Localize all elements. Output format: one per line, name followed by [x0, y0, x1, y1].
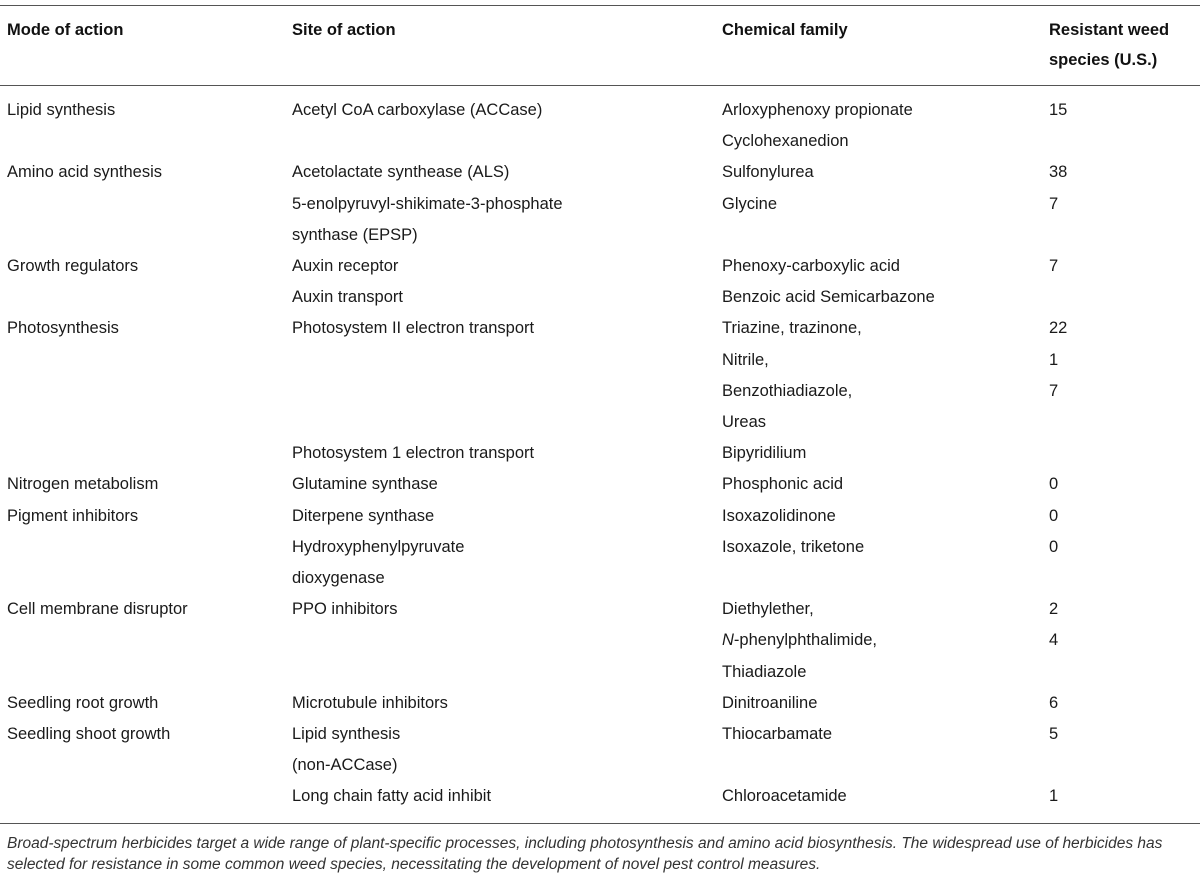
cell-mode: Cell membrane disruptor — [7, 600, 188, 618]
cell-mode: Seedling shoot growth — [7, 725, 171, 743]
table-caption: Broad-spectrum herbicides target a wide range of plant-specific processes, including photosynthesis and amino acid biosynthesis. The widespread use of herbicides has selected for resistance in some common weed species, necessitating the development of novel pest control measures. — [7, 835, 1163, 873]
cell-family: Phenoxy-carboxylic acid — [722, 257, 900, 275]
cell-resistant-count: 1 — [1049, 787, 1059, 805]
cell-family: Chloroacetamide — [722, 787, 847, 805]
cell-resistant-count: 22 — [1049, 319, 1068, 337]
cell-site: Auxin receptor — [292, 257, 399, 275]
cell-family: Triazine, trazinone, — [722, 319, 862, 337]
cell-site: synthase (EPSP) — [292, 226, 418, 244]
cell-mode: Amino acid synthesis — [7, 163, 162, 181]
cell-resistant-count: 6 — [1049, 694, 1059, 712]
cell-site: Lipid synthesis — [292, 725, 401, 743]
cell-site: Long chain fatty acid inhibit — [292, 787, 492, 805]
cell-resistant-count: 5 — [1049, 725, 1059, 743]
cell-mode: Pigment inhibitors — [7, 507, 139, 525]
cell-site: 5-enolpyruvyl-shikimate-3-phosphate — [292, 195, 563, 213]
cell-resistant-count: 4 — [1049, 631, 1059, 649]
cell-family: Ureas — [722, 413, 767, 431]
cell-site: Acetolactate synthease (ALS) — [292, 163, 510, 181]
table-bottom-rule — [0, 823, 1200, 824]
cell-family: Thiadiazole — [722, 663, 807, 681]
cell-site: Glutamine synthase — [292, 475, 438, 493]
cell-resistant-count: 38 — [1049, 163, 1068, 181]
cell-family: Sulfonylurea — [722, 163, 814, 181]
header-mode-of-action: Mode of action — [7, 21, 124, 39]
cell-site: Photosystem II electron transport — [292, 319, 535, 337]
cell-family: Dinitroaniline — [722, 694, 818, 712]
cell-resistant-count: 2 — [1049, 600, 1059, 618]
cell-family: Cyclohexanedion — [722, 132, 849, 150]
header-resistant-weed-line1: Resistant weed — [1049, 21, 1170, 39]
cell-family: Diethylether, — [722, 600, 814, 618]
cell-family: Nitrile, — [722, 351, 769, 369]
header-resistant-weed-line2: species (U.S.) — [1049, 51, 1158, 69]
header-chemical-family: Chemical family — [722, 21, 848, 39]
cell-resistant-count: 15 — [1049, 101, 1068, 119]
header-site-of-action: Site of action — [292, 21, 396, 39]
cell-site: Diterpene synthase — [292, 507, 435, 525]
cell-resistant-count: 7 — [1049, 382, 1059, 400]
cell-mode: Growth regulators — [7, 257, 139, 275]
cell-mode: Nitrogen metabolism — [7, 475, 159, 493]
cell-resistant-count: 7 — [1049, 257, 1059, 275]
cell-mode: Seedling root growth — [7, 694, 159, 712]
cell-family: Isoxazolidinone — [722, 507, 836, 525]
cell-site: (non-ACCase) — [292, 756, 398, 774]
cell-family-text: -phenylphthalimide, — [733, 631, 878, 649]
cell-family: Phosphonic acid — [722, 475, 844, 493]
cell-family: Glycine — [722, 195, 778, 213]
cell-family: Benzoic acid Semicarbazone — [722, 288, 935, 306]
cell-resistant-count: 1 — [1049, 351, 1059, 369]
cell-family — [722, 630, 877, 650]
table-top-rule — [0, 5, 1200, 6]
cell-resistant-count: 0 — [1049, 507, 1059, 525]
cell-site: PPO inhibitors — [292, 600, 398, 618]
cell-site: Acetyl CoA carboxylase (ACCase) — [292, 101, 543, 119]
cell-resistant-count: 0 — [1049, 538, 1059, 556]
cell-resistant-count: 0 — [1049, 475, 1059, 493]
cell-family: Thiocarbamate — [722, 725, 833, 743]
cell-site: dioxygenase — [292, 569, 385, 587]
cell-site: Hydroxyphenylpyruvate — [292, 538, 465, 556]
cell-family: Bipyridilium — [722, 444, 807, 462]
table-header-rule — [0, 85, 1200, 86]
cell-mode: Lipid synthesis — [7, 101, 116, 119]
cell-mode: Photosynthesis — [7, 319, 119, 337]
cell-resistant-count: 7 — [1049, 195, 1059, 213]
cell-family-italic: N — [722, 631, 734, 649]
cell-site: Auxin transport — [292, 288, 403, 306]
cell-family: Isoxazole, triketone — [722, 538, 865, 556]
cell-family: Arloxyphenoxy propionate — [722, 101, 913, 119]
cell-site: Microtubule inhibitors — [292, 694, 448, 712]
cell-site: Photosystem 1 electron transport — [292, 444, 535, 462]
cell-family: Benzothiadiazole, — [722, 382, 853, 400]
